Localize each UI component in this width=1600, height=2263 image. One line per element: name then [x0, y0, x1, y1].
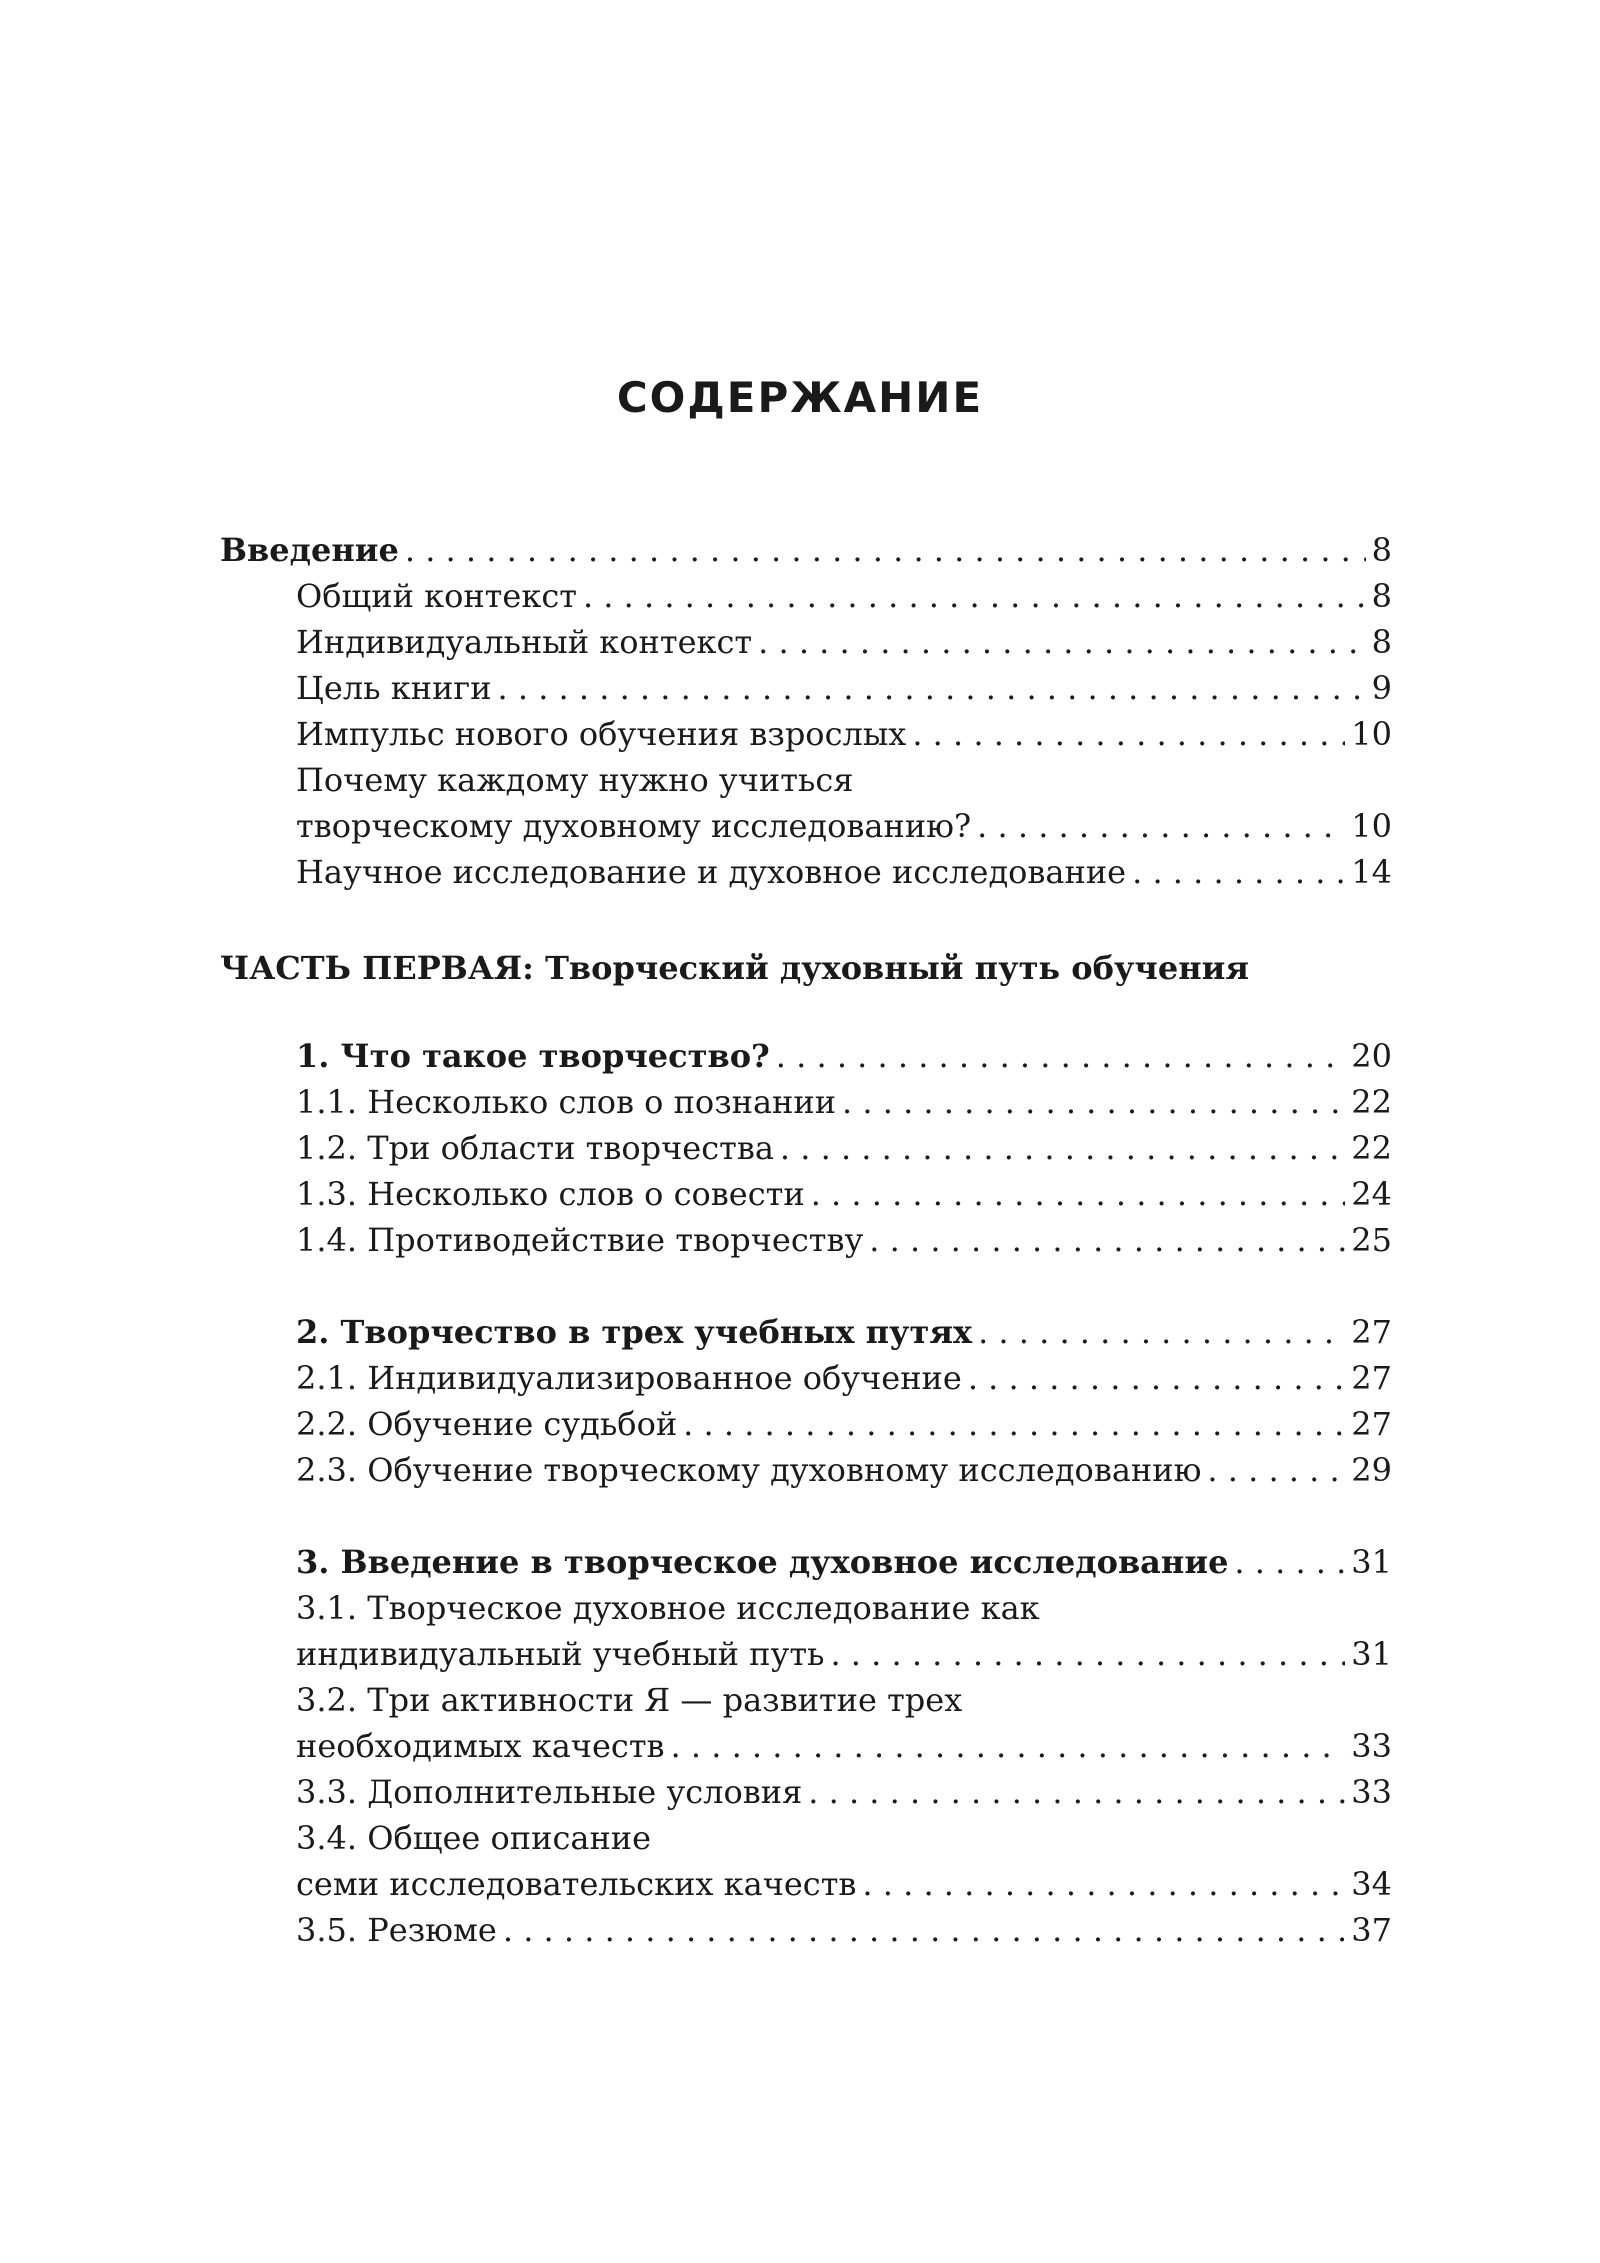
- toc-entry-text: 3.1. Творческое духовное исследование как: [296, 1589, 1040, 1627]
- toc-entry-text: Индивидуальный контекст: [296, 623, 753, 661]
- toc-entry-text: Цель книги: [296, 669, 492, 707]
- toc-page-number: 29: [1351, 1451, 1392, 1489]
- toc-entry: [296, 1540, 1392, 1584]
- toc-page-number: 33: [1351, 1773, 1392, 1811]
- toc-leader-dots: [1126, 850, 1345, 894]
- toc-entry: [296, 1126, 1392, 1170]
- toc-page-number: 27: [1351, 1313, 1392, 1351]
- toc-entry: [220, 946, 1249, 990]
- toc-leader-dots: [906, 712, 1345, 756]
- toc-page-number: 10: [1351, 807, 1392, 845]
- toc-leader-dots: [971, 804, 1345, 848]
- toc-entry: [296, 1172, 1392, 1216]
- toc-leader-dots: [824, 1632, 1345, 1676]
- toc-page-number: 27: [1351, 1359, 1392, 1397]
- toc-entry: [296, 1678, 962, 1722]
- page-title: СОДЕРЖАНИЕ: [616, 373, 984, 422]
- toc-entry-text: 3.3. Дополнительные условия: [296, 1773, 803, 1811]
- toc-page-number: 22: [1351, 1129, 1392, 1167]
- toc-entry-text: Импульс нового обучения взрослых: [296, 715, 907, 753]
- toc-leader-dots: [665, 1724, 1346, 1768]
- toc-entry-text: семи исследовательских качеств: [296, 1865, 857, 1903]
- toc-entry-text: 3.2. Три активности Я — развитие трех: [296, 1681, 963, 1719]
- toc-entry-text: Общий контекст: [296, 577, 577, 615]
- toc-entry-text: Научное исследование и духовное исследование: [296, 853, 1127, 891]
- toc-page-number: 25: [1351, 1221, 1392, 1259]
- toc-leader-dots: [836, 1080, 1345, 1124]
- toc-entry: [296, 712, 1392, 756]
- toc-entry-text: Почему каждому нужно учиться: [296, 761, 854, 799]
- toc-entry-text: 2.3. Обучение творческому духовному исследованию: [296, 1451, 1202, 1489]
- toc-page-number: 8: [1371, 531, 1392, 569]
- toc-page-number: 10: [1351, 715, 1392, 753]
- toc-entry: [296, 666, 1392, 710]
- toc-leader-dots: [770, 1034, 1345, 1078]
- toc-leader-dots: [1228, 1540, 1345, 1584]
- toc-entry-text: 2. Творчество в трех учебных путях: [296, 1313, 973, 1351]
- toc-leader-dots: [774, 1126, 1345, 1170]
- toc-entry-text: 1.2. Три области творчества: [296, 1129, 774, 1167]
- toc-page-number: 27: [1351, 1405, 1392, 1443]
- toc-entry: [296, 1356, 1392, 1400]
- toc-entry: [296, 1034, 1392, 1078]
- toc-entry-text: 3.4. Общее описание: [296, 1819, 652, 1857]
- toc-page-number: 9: [1371, 669, 1392, 707]
- toc-entry-text: творческому духовному исследованию?: [296, 807, 972, 845]
- toc-entry: [296, 1218, 1392, 1262]
- toc-entry-text: Введение: [220, 531, 399, 569]
- toc-entry-text: индивидуальный учебный путь: [296, 1635, 825, 1673]
- toc-page-number: 24: [1351, 1175, 1392, 1213]
- toc-leader-dots: [962, 1356, 1345, 1400]
- toc-leader-dots: [856, 1862, 1345, 1906]
- toc-leader-dots: [677, 1402, 1345, 1446]
- toc-page-number: 34: [1351, 1865, 1392, 1903]
- toc-entry: [296, 1080, 1392, 1124]
- toc-leader-dots: [1201, 1448, 1345, 1492]
- toc-page-number: 31: [1351, 1635, 1392, 1673]
- toc-entry: [296, 1908, 1392, 1952]
- toc-entry-text: ЧАСТЬ ПЕРВАЯ: Творческий духовный путь обучения: [220, 949, 1249, 987]
- toc-entry: [296, 1310, 1392, 1354]
- toc-entry-text: необходимых качеств: [296, 1727, 665, 1765]
- toc-entry-text: 2.1. Индивидуализированное обучение: [296, 1359, 962, 1397]
- toc-entry-text: 2.2. Обучение судьбой: [296, 1405, 678, 1443]
- toc-entry: [296, 1770, 1392, 1814]
- toc-entry: [296, 1586, 1040, 1630]
- toc-entry: [220, 528, 1392, 572]
- toc-page-number: 8: [1371, 577, 1392, 615]
- toc-entry-text: 3.5. Резюме: [296, 1911, 497, 1949]
- toc-page-number: 33: [1351, 1727, 1392, 1765]
- toc-entry: [296, 1862, 1392, 1906]
- toc-entry: [296, 758, 853, 802]
- toc-entry-text: 3. Введение в творческое духовное исследование: [296, 1543, 1229, 1581]
- toc-leader-dots: [577, 574, 1366, 618]
- toc-page-number: 31: [1351, 1543, 1392, 1581]
- toc-leader-dots: [805, 1172, 1346, 1216]
- toc-leader-dots: [972, 1310, 1345, 1354]
- toc-leader-dots: [497, 1908, 1345, 1952]
- toc-entry: [296, 1724, 1392, 1768]
- toc-entry: [296, 1816, 651, 1860]
- toc-page-number: 20: [1351, 1037, 1392, 1075]
- toc-entry: [296, 850, 1392, 894]
- toc-leader-dots: [752, 620, 1366, 664]
- toc-entry: [296, 574, 1392, 618]
- toc-entry-text: 1.1. Несколько слов о познании: [296, 1083, 837, 1121]
- toc-leader-dots: [863, 1218, 1345, 1262]
- toc-leader-dots: [802, 1770, 1345, 1814]
- toc-page-number: 22: [1351, 1083, 1392, 1121]
- toc-entry-text: 1. Что такое творчество?: [296, 1037, 770, 1075]
- toc-leader-dots: [399, 528, 1366, 572]
- toc-leader-dots: [492, 666, 1366, 710]
- toc-entry: [296, 620, 1392, 664]
- toc-entry-text: 1.4. Противодействие творчеству: [296, 1221, 864, 1259]
- toc-entry-text: 1.3. Несколько слов о совести: [296, 1175, 805, 1213]
- toc-page-number: 37: [1351, 1911, 1392, 1949]
- toc-entry: [296, 1448, 1392, 1492]
- toc-entry: [296, 1632, 1392, 1676]
- toc-page-number: 8: [1371, 623, 1392, 661]
- toc-entry: [296, 804, 1392, 848]
- toc-page-number: 14: [1351, 853, 1392, 891]
- toc-entry: [296, 1402, 1392, 1446]
